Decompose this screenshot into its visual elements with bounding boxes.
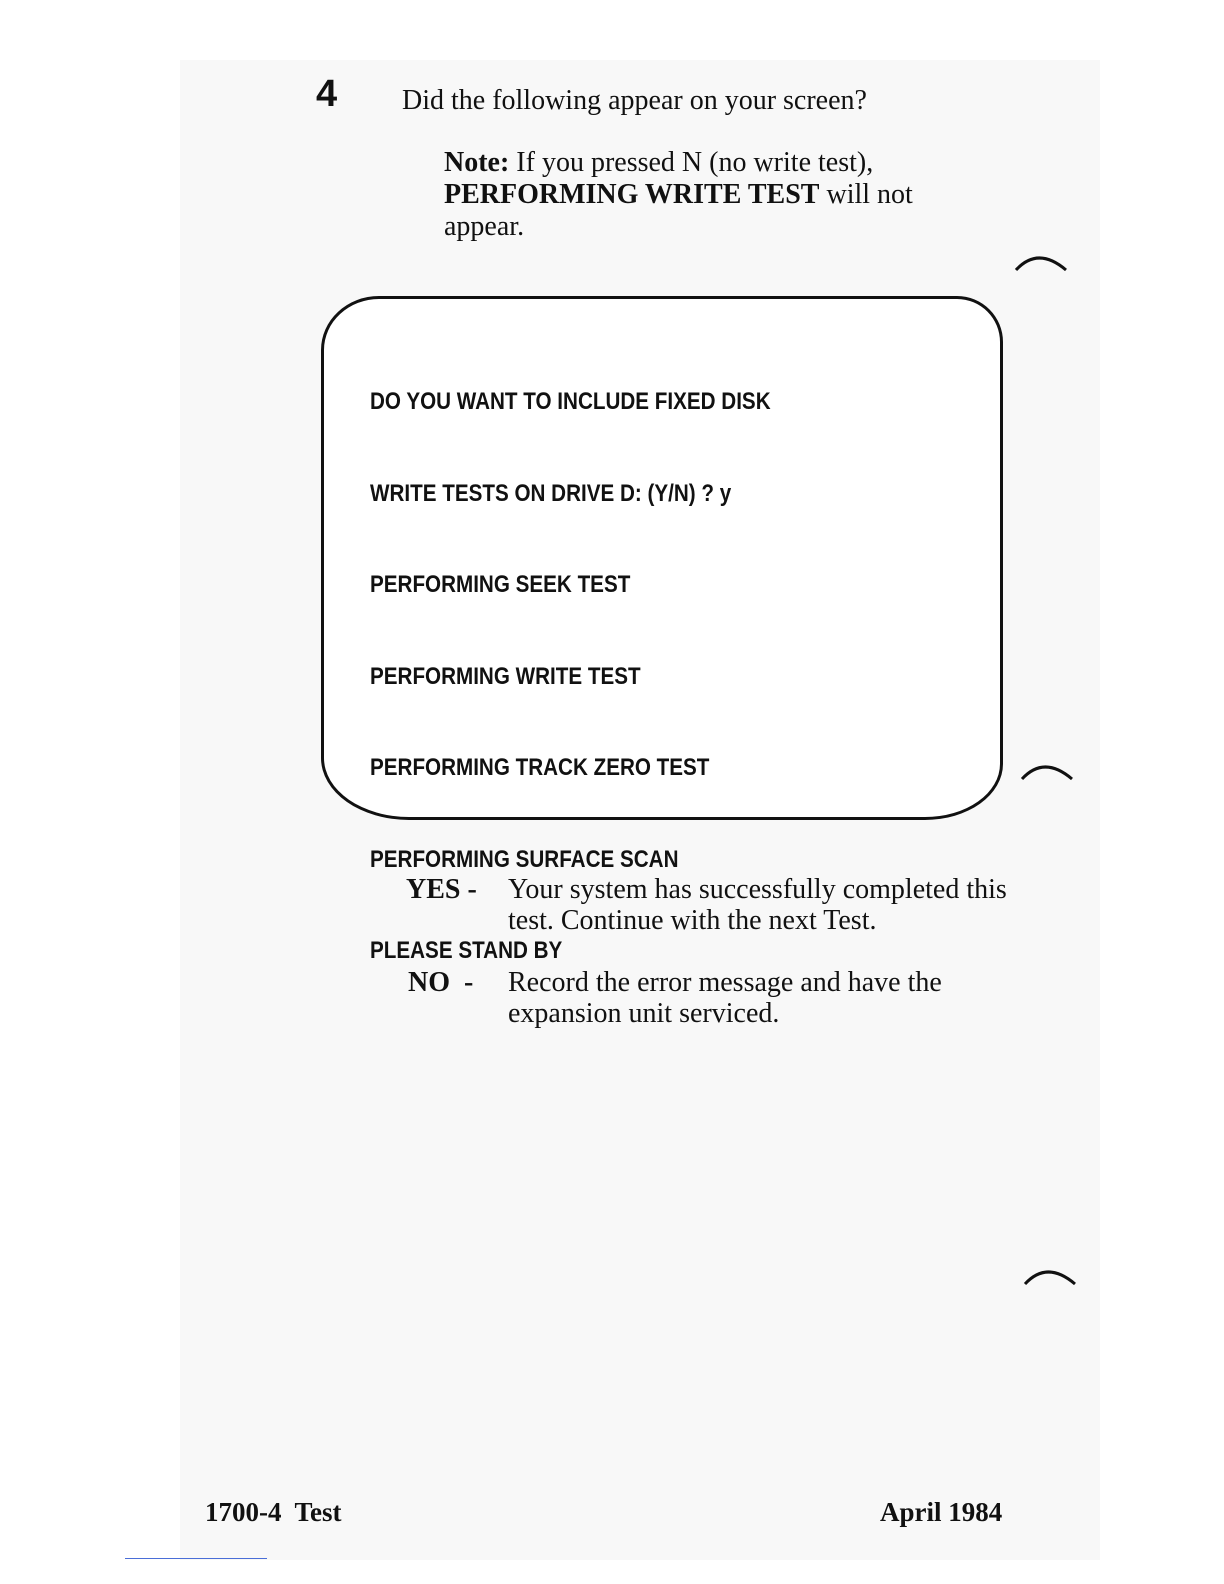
footer-date: April 1984 xyxy=(880,1497,1003,1527)
answer-yes-key: YES - xyxy=(406,874,477,905)
screen-line: PERFORMING SURFACE SCAN xyxy=(370,845,679,873)
note-emphasis: PERFORMING WRITE TEST xyxy=(444,179,820,210)
screen-line: DO YOU WANT TO INCLUDE FIXED DISK xyxy=(370,388,771,415)
answer-no-key: NO - xyxy=(408,967,474,998)
screen-line: PLEASE STAND BY xyxy=(370,937,563,964)
arc-mark-icon xyxy=(1020,759,1074,783)
answer-yes-text: Your system has successfully completed this test. Continue with the next Test. xyxy=(508,874,1007,936)
screen-line: PERFORMING SEEK TEST xyxy=(370,571,631,598)
answer-no-text: Record the error message and have the expansion unit serviced. xyxy=(508,967,942,1029)
footer-rule xyxy=(125,1558,267,1559)
note-text-after: will not appear. xyxy=(444,179,913,242)
note-label: Note: xyxy=(444,147,510,178)
note-text-before: If you pressed N (no write test), xyxy=(509,147,874,178)
arc-mark-icon xyxy=(1023,1264,1077,1288)
step-question: Did the following appear on your screen? xyxy=(402,85,867,116)
note-paragraph xyxy=(444,147,964,243)
screen-line: PERFORMING WRITE TEST xyxy=(370,662,641,690)
step-number: 4 xyxy=(316,73,338,115)
arc-mark-icon xyxy=(1014,250,1068,274)
screen-line: WRITE TESTS ON DRIVE D: (Y/N) ? y xyxy=(370,479,732,507)
footer-section-label: 1700-4 Test xyxy=(205,1497,342,1527)
screen-line: PERFORMING TRACK ZERO TEST xyxy=(370,754,710,781)
